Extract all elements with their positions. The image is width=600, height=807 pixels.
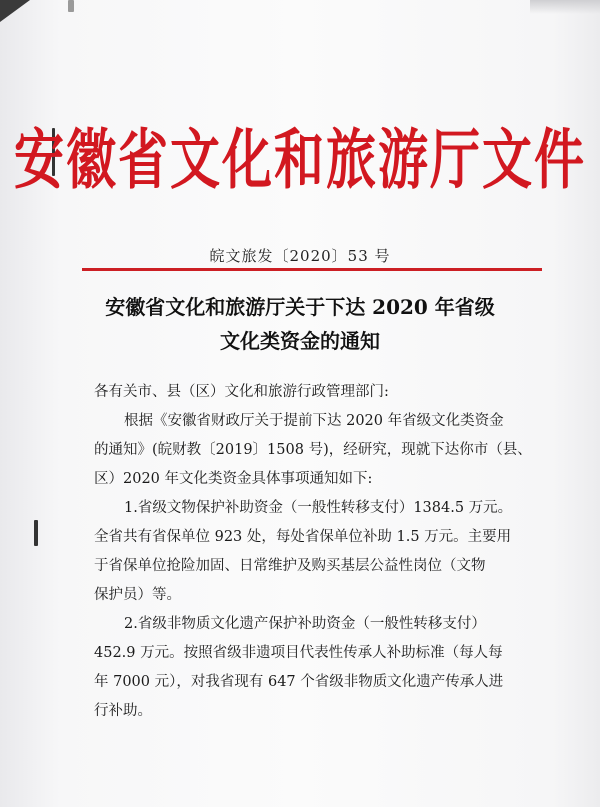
staple-mark <box>68 0 74 12</box>
scan-edge-shadow <box>530 0 600 14</box>
document-number: 皖文旅发〔2020〕53 号 <box>209 247 391 265</box>
notice-title-line: 安徽省文化和旅游厅关于下达 2020 年省级 <box>105 295 495 319</box>
body-line: 保护员）等。 <box>94 587 181 603</box>
body-line: 区）2020 年文化类资金具体事项通知如下: <box>94 471 373 487</box>
notice-body <box>94 378 556 726</box>
body-line: 的通知》(皖财教〔2019〕1508 号)，经研究，现就下达你市（县、 <box>94 442 532 458</box>
binding-mark <box>34 520 38 546</box>
body-line: 根据《安徽省财政厅关于提前下达 2020 年省级文化类资金 <box>124 413 504 429</box>
salutation: 各有关市、县（区）文化和旅游行政管理部门: <box>94 384 389 400</box>
body-line: 行补助。 <box>94 703 152 719</box>
item-2-line: 2.省级非物质文化遗产保护补助资金（一般性转移支付） <box>124 616 486 632</box>
body-line: 452.9 万元。按照省级非遗项目代表性传承人补助标准（每人每 <box>94 645 503 661</box>
body-line: 年 7000 元），对我省现有 647 个省级非物质文化遗产传承人进 <box>94 674 504 690</box>
scan-corner-shadow <box>0 0 30 22</box>
body-line: 于省保单位抢险加固、日常维护及购买基层公益性岗位（文物 <box>94 558 486 574</box>
red-divider-line <box>82 268 542 271</box>
body-line: 全省共有省保单位 923 处，每处省保单位补助 1.5 万元。主要用 <box>94 529 512 545</box>
notice-title-line: 文化类资金的通知 <box>220 329 380 353</box>
notice-title <box>0 290 600 358</box>
item-1-line: 1.省级文物保护补助资金（一般性转移支付）1384.5 万元。 <box>124 500 513 516</box>
issuing-authority-title: 安徽省文化和旅游厅文件 <box>14 121 586 198</box>
